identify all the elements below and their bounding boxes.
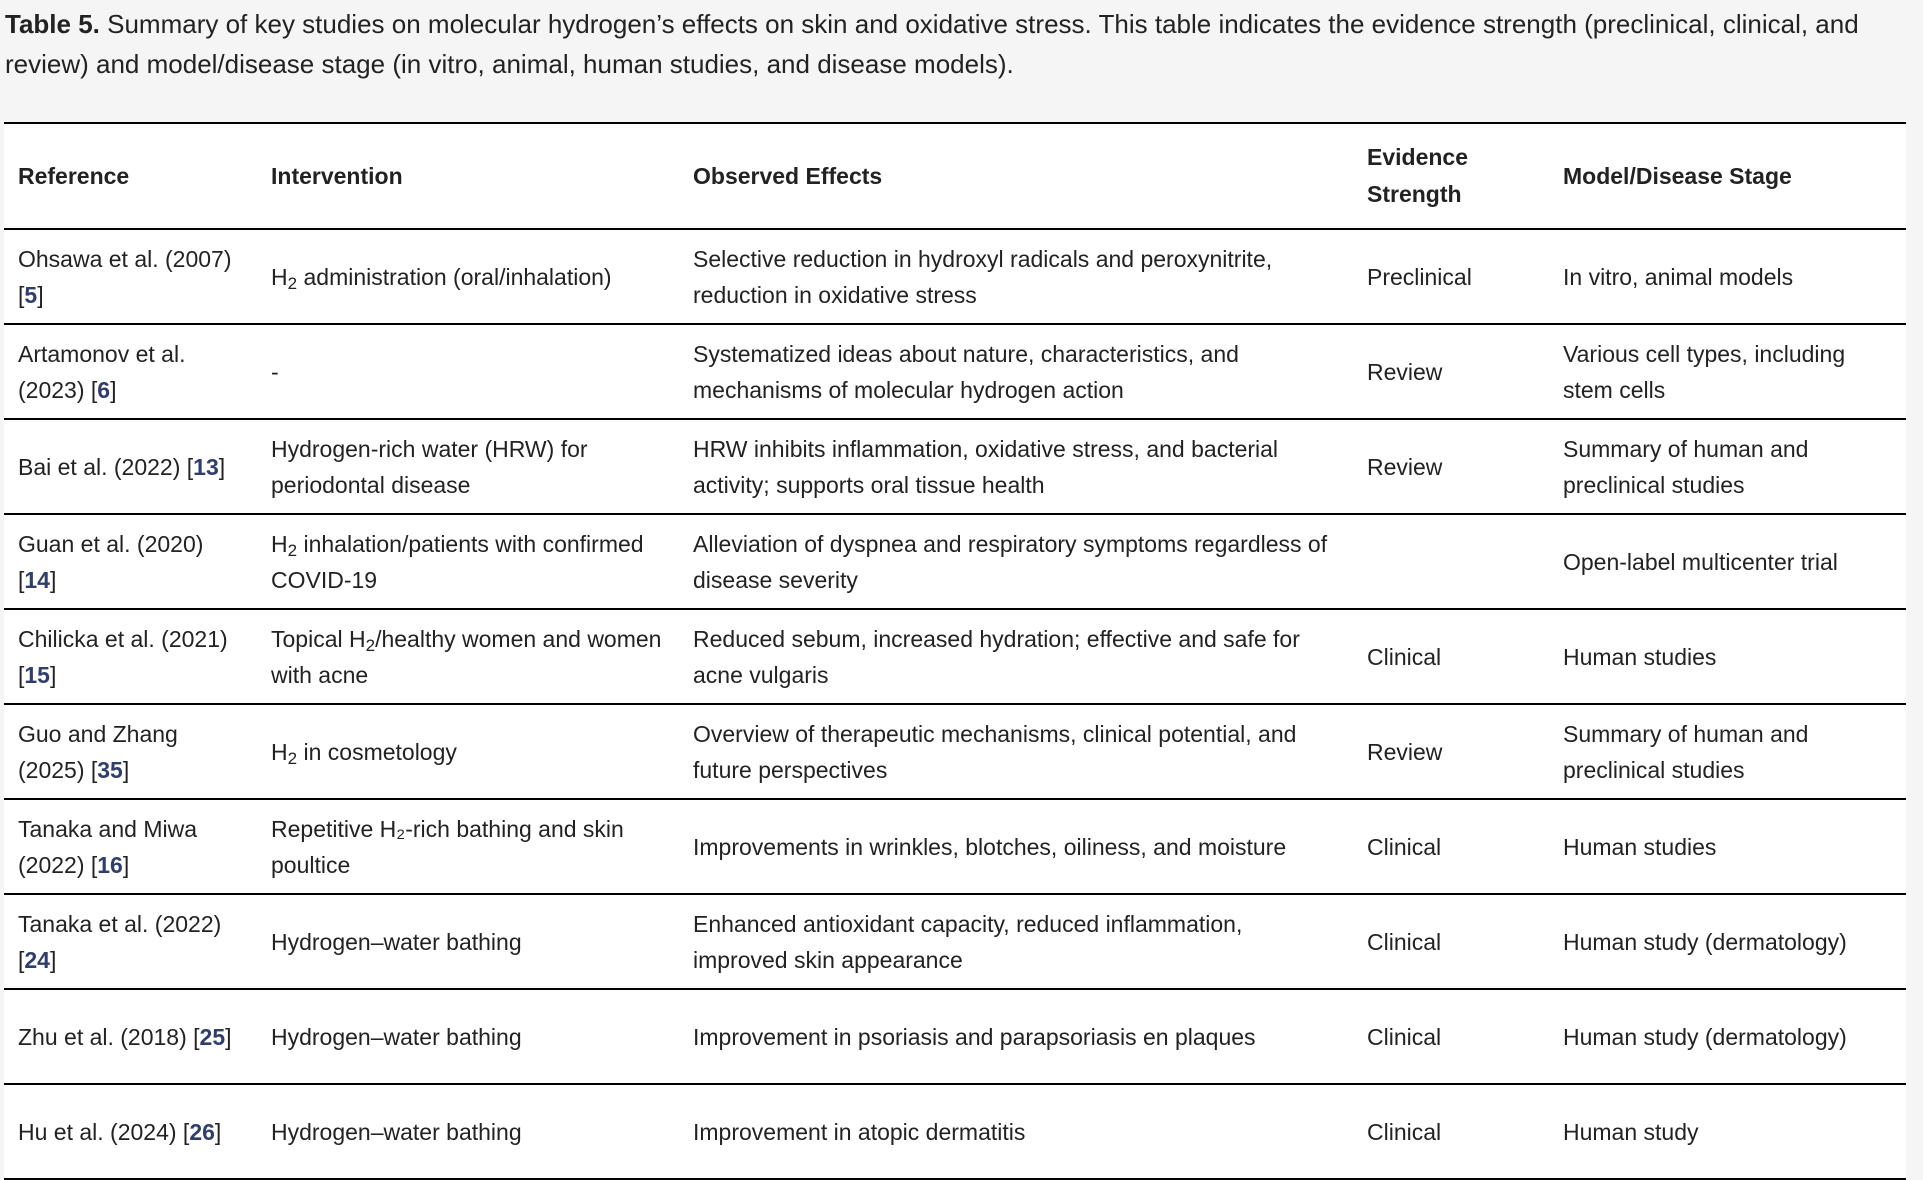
cell-reference: Tanaka and Miwa (2022) [16] [18, 815, 197, 878]
cell-model-stage: In vitro, animal models [1563, 263, 1794, 290]
header-evidence-strength: Evidence Strength [1367, 144, 1468, 207]
table-row [4, 894, 1906, 989]
cell-observed-effects: Improvement in psoriasis and parapsoriasis en plaques [693, 1023, 1256, 1050]
cell-intervention [257, 609, 679, 704]
intervention-text-rest: /healthy women and women with acne [271, 625, 662, 688]
caption-label: Table 5. [5, 9, 100, 39]
cell-reference: Ohsawa et al. (2007) [5] [18, 245, 232, 308]
intervention-text: Hydrogen–water bathing [271, 928, 522, 955]
cell-evidence-strength: Clinical [1367, 833, 1442, 860]
cell-intervention [257, 989, 679, 1084]
table-row [4, 799, 1906, 894]
intervention-text-rest: administration (oral/inhalation) [297, 263, 612, 290]
cell-observed-effects: Improvements in wrinkles, blotches, oiliness, and moisture [693, 833, 1287, 860]
table-body [4, 229, 1906, 1179]
cell-reference: Guan et al. (2020) [14] [18, 530, 204, 593]
reference-link[interactable]: 26 [189, 1118, 215, 1145]
reference-link[interactable]: 16 [97, 851, 123, 878]
intervention-text: H [271, 530, 288, 557]
reference-text: Bai et al. (2022) [18, 453, 181, 480]
cell-observed-effects: Enhanced antioxidant capacity, reduced inflammation, improved skin appearance [693, 910, 1243, 973]
intervention-text: Hydrogen–water bathing [271, 1023, 522, 1050]
intervention-subscript: 2 [287, 748, 298, 768]
cell-evidence-strength: Clinical [1367, 643, 1442, 670]
cell-intervention [257, 894, 679, 989]
cell-intervention [257, 799, 679, 894]
cell-model-stage: Summary of human and preclinical studies [1563, 720, 1809, 783]
cell-observed-effects: Systematized ideas about nature, characteristics, and mechanisms of molecular hydrogen action [693, 340, 1239, 403]
cell-observed-effects: HRW inhibits inflammation, oxidative stress, and bacterial activity; supports oral tissue health [693, 435, 1279, 498]
cell-model-stage: Various cell types, including stem cells [1563, 340, 1846, 403]
intervention-text: Hydrogen-rich water (HRW) for periodontal disease [271, 435, 588, 498]
table-header-row [4, 123, 1906, 229]
cell-reference: Chilicka et al. (2021) [15] [18, 625, 228, 688]
cell-evidence-strength: Clinical [1367, 928, 1442, 955]
reference-link[interactable]: 15 [24, 661, 50, 688]
reference-link[interactable]: 25 [199, 1023, 226, 1050]
reference-text: Tanaka and Miwa (2022) [18, 815, 197, 878]
header-intervention: Intervention [271, 162, 403, 189]
cell-reference: Hu et al. (2024) [26] [18, 1118, 222, 1145]
reference-link[interactable]: 24 [24, 946, 50, 973]
reference-link[interactable]: 35 [97, 756, 123, 783]
table-row [4, 1084, 1906, 1179]
studies-table-container [4, 122, 1906, 1180]
intervention-subscript: 2 [287, 273, 298, 293]
cell-evidence-strength: Review [1367, 453, 1443, 480]
intervention-subscript: 2 [287, 540, 298, 560]
table-row [4, 229, 1906, 324]
reference-text: Zhu et al. (2018) [18, 1023, 187, 1050]
cell-observed-effects: Selective reduction in hydroxyl radicals and peroxynitrite, reduction in oxidative stress [693, 245, 1273, 308]
cell-intervention [257, 229, 679, 324]
cell-intervention [257, 324, 679, 419]
cell-model-stage: Summary of human and preclinical studies [1563, 435, 1809, 498]
table-row [4, 514, 1906, 609]
studies-table [4, 122, 1906, 1180]
table-row [4, 324, 1906, 419]
table-row [4, 609, 1906, 704]
caption-text: Summary of key studies on molecular hydrogen’s effects on skin and oxidative stress. This table indicates the evidence strength (preclinical, clinical, and review) and model/disease stage (in vitro, animal, human studies, and disease models). [5, 9, 1859, 79]
cell-model-stage: Human studies [1563, 643, 1717, 670]
reference-text: Guo and Zhang (2025) [18, 720, 178, 783]
reference-link[interactable]: 5 [24, 281, 38, 308]
table-row [4, 704, 1906, 799]
cell-model-stage: Human study (dermatology) [1563, 928, 1847, 955]
intervention-text: H [271, 738, 288, 765]
cell-model-stage: Human study (dermatology) [1563, 1023, 1847, 1050]
reference-link[interactable]: 13 [193, 453, 219, 480]
intervention-text: Hydrogen–water bathing [271, 1118, 522, 1145]
cell-reference: Bai et al. (2022) [13] [18, 453, 226, 480]
cell-observed-effects: Reduced sebum, increased hydration; effective and safe for acne vulgaris [693, 625, 1300, 688]
cell-observed-effects: Improvement in atopic dermatitis [693, 1118, 1026, 1145]
cell-intervention [257, 1084, 679, 1179]
header-observed-effects: Observed Effects [693, 162, 883, 189]
cell-intervention [257, 514, 679, 609]
reference-link[interactable]: 14 [24, 566, 50, 593]
reference-text: Guan et al. (2020) [18, 530, 204, 557]
intervention-subscript: 2 [365, 635, 376, 655]
cell-evidence-strength: Clinical [1367, 1023, 1442, 1050]
cell-observed-effects: Overview of therapeutic mechanisms, clinical potential, and future perspectives [693, 720, 1297, 783]
cell-evidence-strength [1353, 514, 1549, 609]
cell-intervention [257, 419, 679, 514]
intervention-text: - [271, 358, 279, 385]
cell-reference: Artamonov et al. (2023) [6] [18, 340, 186, 403]
cell-reference: Guo and Zhang (2025) [35] [18, 720, 178, 783]
reference-text: Tanaka et al. (2022) [18, 910, 222, 937]
table-row [4, 419, 1906, 514]
cell-evidence-strength: Review [1367, 358, 1443, 385]
cell-reference: Tanaka et al. (2022) [24] [18, 910, 222, 973]
cell-evidence-strength: Review [1367, 738, 1443, 765]
cell-model-stage: Open-label multicenter trial [1563, 548, 1838, 575]
table-row [4, 989, 1906, 1084]
header-model-stage: Model/Disease Stage [1563, 162, 1792, 189]
cell-model-stage: Human study [1563, 1118, 1699, 1145]
intervention-text: Topical H [271, 625, 366, 652]
reference-link[interactable]: 6 [97, 376, 111, 403]
reference-text: Artamonov et al. (2023) [18, 340, 186, 403]
cell-evidence-strength: Clinical [1367, 1118, 1442, 1145]
intervention-text: Repetitive H₂-rich bathing and skin poultice [271, 815, 624, 878]
cell-intervention [257, 704, 679, 799]
reference-text: Hu et al. (2024) [18, 1118, 177, 1145]
header-reference: Reference [18, 162, 130, 189]
intervention-text-rest: in cosmetology [297, 738, 457, 765]
cell-observed-effects: Alleviation of dyspnea and respiratory symptoms regardless of disease severity [693, 530, 1328, 593]
cell-evidence-strength: Preclinical [1367, 263, 1472, 290]
reference-text: Chilicka et al. (2021) [18, 625, 228, 652]
reference-text: Ohsawa et al. (2007) [18, 245, 232, 272]
cell-model-stage: Human studies [1563, 833, 1717, 860]
intervention-text: H [271, 263, 288, 290]
table-caption [5, 4, 1910, 84]
intervention-text-rest: inhalation/patients with confirmed COVID-19 [271, 530, 644, 593]
cell-reference: Zhu et al. (2018) [25] [18, 1023, 232, 1050]
